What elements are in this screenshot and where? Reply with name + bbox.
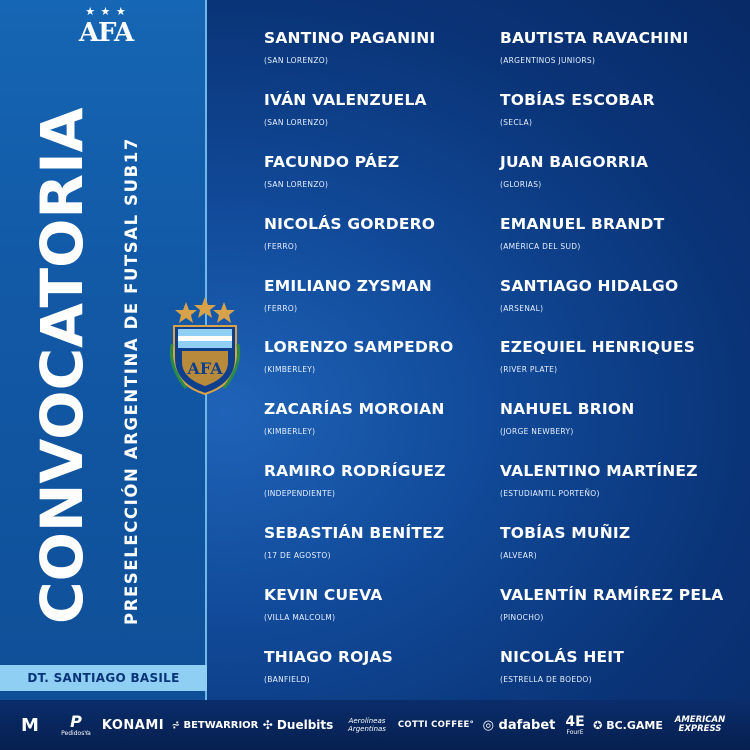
player-name: JUAN BAIGORRIA [500, 152, 649, 171]
player-name: TOBÍAS ESCOBAR [500, 90, 655, 109]
player-club: (17 DE AGOSTO) [264, 551, 331, 561]
player-club: (KIMBERLEY) [264, 365, 316, 375]
page-title: CONVOCATORIA [28, 107, 96, 624]
player-club: (ARGENTINOS JUNIORS) [500, 56, 596, 65]
stars-icon: ★ ★ ★ [85, 5, 127, 18]
player-name: RAMIRO RODRÍGUEZ [264, 462, 446, 481]
list-item [500, 523, 723, 585]
page-subtitle: PRESELECCIÓN ARGENTINA DE FUTSAL SUB17 [122, 137, 141, 625]
aerolineas-text-2: Argentinas [348, 725, 386, 733]
list-item [264, 523, 454, 585]
amex-text-1: AMERICAN [674, 715, 726, 725]
list-item [500, 461, 723, 523]
player-club: (PINOCHO) [500, 613, 544, 623]
aerolineas-logo [340, 700, 394, 750]
list-item [264, 90, 454, 152]
player-name: EMILIANO ZYSMAN [264, 276, 432, 295]
player-club: (ESTUDIANTIL PORTEÑO) [500, 489, 600, 499]
pedidosya-text: PedidosYa [61, 729, 91, 737]
player-name: NICOLÁS HEIT [500, 647, 625, 666]
players-column-right [500, 28, 723, 709]
afa-logo-letters: AFA [78, 18, 134, 48]
amex-logo [668, 700, 732, 750]
player-club: (JORGE NEWBERY) [500, 427, 574, 437]
player-club: (GLORIAS) [500, 179, 542, 189]
list-item [500, 337, 723, 399]
player-club: (ARSENAL) [500, 303, 544, 313]
player-name: FACUNDO PÁEZ [264, 152, 400, 171]
player-club: (SAN LORENZO) [264, 117, 329, 127]
player-club: (ESTRELLA DE BOEDO) [500, 674, 592, 684]
player-club: (KIMBERLEY) [264, 427, 316, 437]
player-name: SEBASTIÁN BENÍTEZ [264, 524, 445, 543]
player-club: (FERRO) [264, 303, 298, 313]
player-club: (INDEPENDIENTE) [264, 489, 336, 499]
player-name: NICOLÁS GORDERO [264, 214, 436, 233]
cotti-coffee-logo: COTTI COFFEE° [397, 720, 475, 730]
afa-crest-icon [166, 296, 244, 396]
player-name: BAUTISTA RAVACHINI [500, 29, 689, 47]
player-club: (ALVEAR) [500, 551, 537, 561]
player-club: (SAN LORENZO) [264, 56, 329, 65]
player-name: IVÁN VALENZUELA [264, 90, 427, 109]
player-name: NAHUEL BRION [500, 400, 635, 419]
svg-text:AFA: AFA [187, 359, 223, 378]
sponsor-bar [0, 700, 750, 750]
pedidosya-logo [57, 700, 95, 750]
player-club: (VILLA MALCOLM) [264, 613, 336, 623]
list-item [264, 214, 454, 276]
list-item [264, 28, 454, 90]
list-item [500, 585, 723, 647]
player-name: SANTIAGO HIDALGO [500, 276, 679, 295]
pedidosya-mark: P [70, 711, 82, 731]
player-name: THIAGO ROJAS [264, 647, 394, 666]
player-name: VALENTÍN RAMÍREZ PELA [500, 586, 724, 605]
list-item [500, 152, 723, 214]
players-column-left [264, 28, 454, 709]
list-item [500, 399, 723, 461]
aerolineas-text-1: Aerolíneas [348, 717, 386, 725]
bcgame-logo: ✪ BC.GAME [593, 718, 663, 732]
amex-text-2: EXPRESS [678, 724, 722, 734]
konami-logo: KONAMI [101, 717, 165, 733]
player-name: EMANUEL BRANDT [500, 214, 665, 233]
player-name: ZACARÍAS MOROIAN [264, 400, 445, 419]
duelbits-logo: ✣ Duelbits [262, 718, 334, 732]
player-name: KEVIN CUEVA [264, 586, 383, 605]
list-item [264, 399, 454, 461]
mcdonalds-logo: M [21, 714, 39, 736]
list-item [264, 461, 454, 523]
player-club: (FERRO) [264, 241, 298, 251]
foure-logo [560, 700, 590, 750]
list-item [500, 276, 723, 338]
player-name: VALENTINO MARTÍNEZ [500, 462, 698, 481]
list-item [264, 152, 454, 214]
list-item [500, 28, 723, 90]
player-name: EZEQUIEL HENRIQUES [500, 338, 696, 357]
player-club: (BANFIELD) [264, 674, 310, 684]
list-item [264, 585, 454, 647]
betwarrior-logo: ⩫ BETWARRIOR [171, 719, 259, 731]
player-club: (SECLA) [500, 117, 533, 127]
player-name: LORENZO SAMPEDRO [264, 338, 454, 357]
dafabet-logo: ◎ dafabet [482, 717, 556, 733]
player-name: TOBÍAS MUÑIZ [500, 524, 631, 543]
player-club: (AMÉRICA DEL SUD) [500, 241, 581, 251]
player-club: (SAN LORENZO) [264, 179, 329, 189]
foure-text: FourE [566, 728, 584, 736]
coach-label: DT. SANTIAGO BASILE [0, 665, 207, 691]
list-item [264, 337, 454, 399]
list-item [500, 214, 723, 276]
list-item [500, 90, 723, 152]
foure-mark: 4E [565, 713, 585, 730]
player-name: SANTINO PAGANINI [264, 29, 436, 47]
player-club: (RIVER PLATE) [500, 365, 558, 375]
list-item [264, 276, 454, 338]
